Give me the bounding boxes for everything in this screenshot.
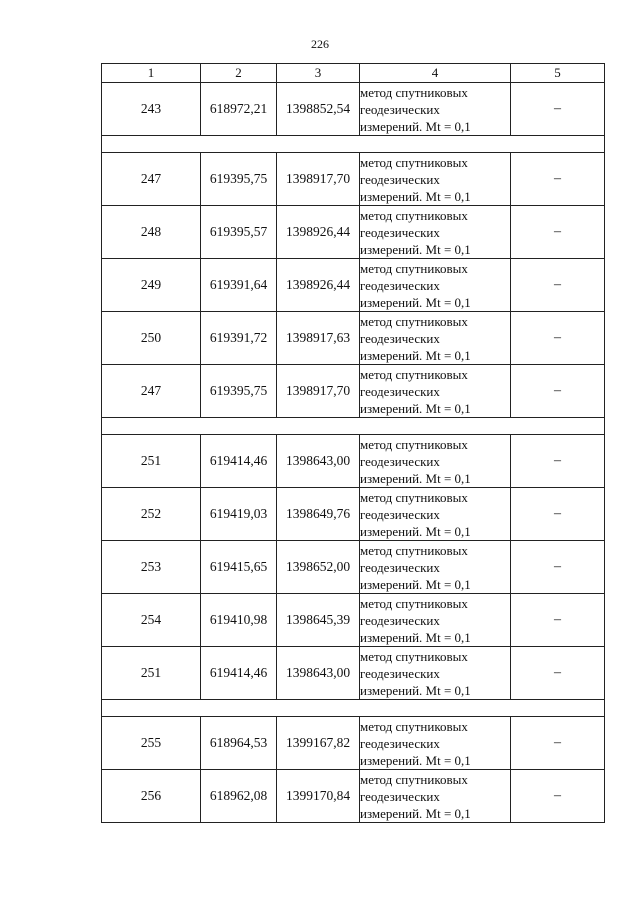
table-row [102, 83, 605, 136]
y-coordinate-cell: 1398643,00 [277, 435, 360, 488]
method-line: измерений. Mt = 0,1 [360, 629, 471, 645]
method-line: измерений. Mt = 0,1 [360, 118, 471, 134]
method-cell [360, 594, 511, 647]
point-number-cell: 247 [102, 153, 201, 206]
header-col-1: 1 [102, 64, 201, 83]
note-cell: – [511, 541, 605, 594]
method-line: геодезических [360, 171, 440, 187]
method-line: геодезических [360, 612, 440, 628]
x-coordinate-cell: 619419,03 [201, 488, 277, 541]
table-row [102, 259, 605, 312]
y-coordinate-cell: 1399167,82 [277, 717, 360, 770]
table-row [102, 312, 605, 365]
method-line: измерений. Mt = 0,1 [360, 400, 471, 416]
method-line: метод спутниковых [360, 366, 468, 382]
method-line: измерений. Mt = 0,1 [360, 682, 471, 698]
x-coordinate-cell: 619414,46 [201, 647, 277, 700]
table-row [102, 594, 605, 647]
method-line: измерений. Mt = 0,1 [360, 188, 471, 204]
method-line: метод спутниковых [360, 718, 468, 734]
x-coordinate-cell: 619395,75 [201, 153, 277, 206]
separator-row [102, 700, 605, 717]
y-coordinate-cell: 1398917,70 [277, 153, 360, 206]
method-line: метод спутниковых [360, 260, 468, 276]
table-row [102, 365, 605, 418]
method-cell [360, 647, 511, 700]
point-number-cell: 248 [102, 206, 201, 259]
method-cell [360, 312, 511, 365]
method-cell [360, 153, 511, 206]
coordinates-table [101, 63, 605, 823]
separator-cell [102, 418, 605, 435]
y-coordinate-cell: 1398917,63 [277, 312, 360, 365]
method-line: измерений. Mt = 0,1 [360, 470, 471, 486]
method-line: измерений. Mt = 0,1 [360, 523, 471, 539]
y-coordinate-cell: 1398649,76 [277, 488, 360, 541]
separator-row [102, 418, 605, 435]
note-cell: – [511, 488, 605, 541]
header-row [102, 64, 605, 83]
method-cell [360, 259, 511, 312]
method-line: измерений. Mt = 0,1 [360, 347, 471, 363]
point-number-cell: 247 [102, 365, 201, 418]
note-cell: – [511, 717, 605, 770]
method-line: метод спутниковых [360, 595, 468, 611]
method-line: геодезических [360, 101, 440, 117]
y-coordinate-cell: 1398645,39 [277, 594, 360, 647]
x-coordinate-cell: 618964,53 [201, 717, 277, 770]
note-cell: – [511, 770, 605, 823]
point-number-cell: 254 [102, 594, 201, 647]
y-coordinate-cell: 1398643,00 [277, 647, 360, 700]
separator-cell [102, 136, 605, 153]
point-number-cell: 252 [102, 488, 201, 541]
x-coordinate-cell: 618962,08 [201, 770, 277, 823]
table-row [102, 153, 605, 206]
y-coordinate-cell: 1398917,70 [277, 365, 360, 418]
method-line: геодезических [360, 788, 440, 804]
table-row [102, 647, 605, 700]
method-line: метод спутниковых [360, 436, 468, 452]
method-line: геодезических [360, 665, 440, 681]
method-cell [360, 541, 511, 594]
note-cell: – [511, 594, 605, 647]
x-coordinate-cell: 618972,21 [201, 83, 277, 136]
note-cell: – [511, 312, 605, 365]
method-line: геодезических [360, 559, 440, 575]
method-line: измерений. Mt = 0,1 [360, 294, 471, 310]
note-cell: – [511, 365, 605, 418]
note-cell: – [511, 259, 605, 312]
y-coordinate-cell: 1399170,84 [277, 770, 360, 823]
header-col-5: 5 [511, 64, 605, 83]
method-line: метод спутниковых [360, 154, 468, 170]
note-cell: – [511, 647, 605, 700]
method-line: метод спутниковых [360, 648, 468, 664]
header-col-2: 2 [201, 64, 277, 83]
x-coordinate-cell: 619391,72 [201, 312, 277, 365]
y-coordinate-cell: 1398926,44 [277, 206, 360, 259]
point-number-cell: 255 [102, 717, 201, 770]
table-row [102, 770, 605, 823]
method-cell [360, 365, 511, 418]
method-line: геодезических [360, 277, 440, 293]
method-cell [360, 83, 511, 136]
point-number-cell: 243 [102, 83, 201, 136]
method-line: метод спутниковых [360, 542, 468, 558]
point-number-cell: 249 [102, 259, 201, 312]
method-line: измерений. Mt = 0,1 [360, 241, 471, 257]
y-coordinate-cell: 1398852,54 [277, 83, 360, 136]
y-coordinate-cell: 1398926,44 [277, 259, 360, 312]
table-row [102, 206, 605, 259]
method-line: метод спутниковых [360, 771, 468, 787]
separator-row [102, 136, 605, 153]
method-line: метод спутниковых [360, 207, 468, 223]
point-number-cell: 250 [102, 312, 201, 365]
point-number-cell: 253 [102, 541, 201, 594]
method-line: измерений. Mt = 0,1 [360, 752, 471, 768]
x-coordinate-cell: 619410,98 [201, 594, 277, 647]
note-cell: – [511, 153, 605, 206]
x-coordinate-cell: 619414,46 [201, 435, 277, 488]
method-line: геодезических [360, 383, 440, 399]
method-line: геодезических [360, 224, 440, 240]
method-line: метод спутниковых [360, 313, 468, 329]
method-cell [360, 770, 511, 823]
method-line: геодезических [360, 735, 440, 751]
table-row [102, 435, 605, 488]
table-row [102, 717, 605, 770]
method-line: геодезических [360, 453, 440, 469]
point-number-cell: 251 [102, 435, 201, 488]
method-line: геодезических [360, 506, 440, 522]
note-cell: – [511, 435, 605, 488]
separator-cell [102, 700, 605, 717]
x-coordinate-cell: 619391,64 [201, 259, 277, 312]
method-cell [360, 488, 511, 541]
point-number-cell: 251 [102, 647, 201, 700]
header-col-3: 3 [277, 64, 360, 83]
x-coordinate-cell: 619395,57 [201, 206, 277, 259]
table-body [102, 83, 605, 823]
method-line: геодезических [360, 330, 440, 346]
y-coordinate-cell: 1398652,00 [277, 541, 360, 594]
note-cell: – [511, 83, 605, 136]
method-line: измерений. Mt = 0,1 [360, 576, 471, 592]
method-line: измерений. Mt = 0,1 [360, 805, 471, 821]
note-cell: – [511, 206, 605, 259]
method-line: метод спутниковых [360, 84, 468, 100]
method-cell [360, 206, 511, 259]
table-row [102, 488, 605, 541]
x-coordinate-cell: 619415,65 [201, 541, 277, 594]
point-number-cell: 256 [102, 770, 201, 823]
method-cell [360, 435, 511, 488]
header-col-4: 4 [360, 64, 511, 83]
page-number: 226 [311, 37, 329, 51]
table-row [102, 541, 605, 594]
method-cell [360, 717, 511, 770]
method-line: метод спутниковых [360, 489, 468, 505]
x-coordinate-cell: 619395,75 [201, 365, 277, 418]
